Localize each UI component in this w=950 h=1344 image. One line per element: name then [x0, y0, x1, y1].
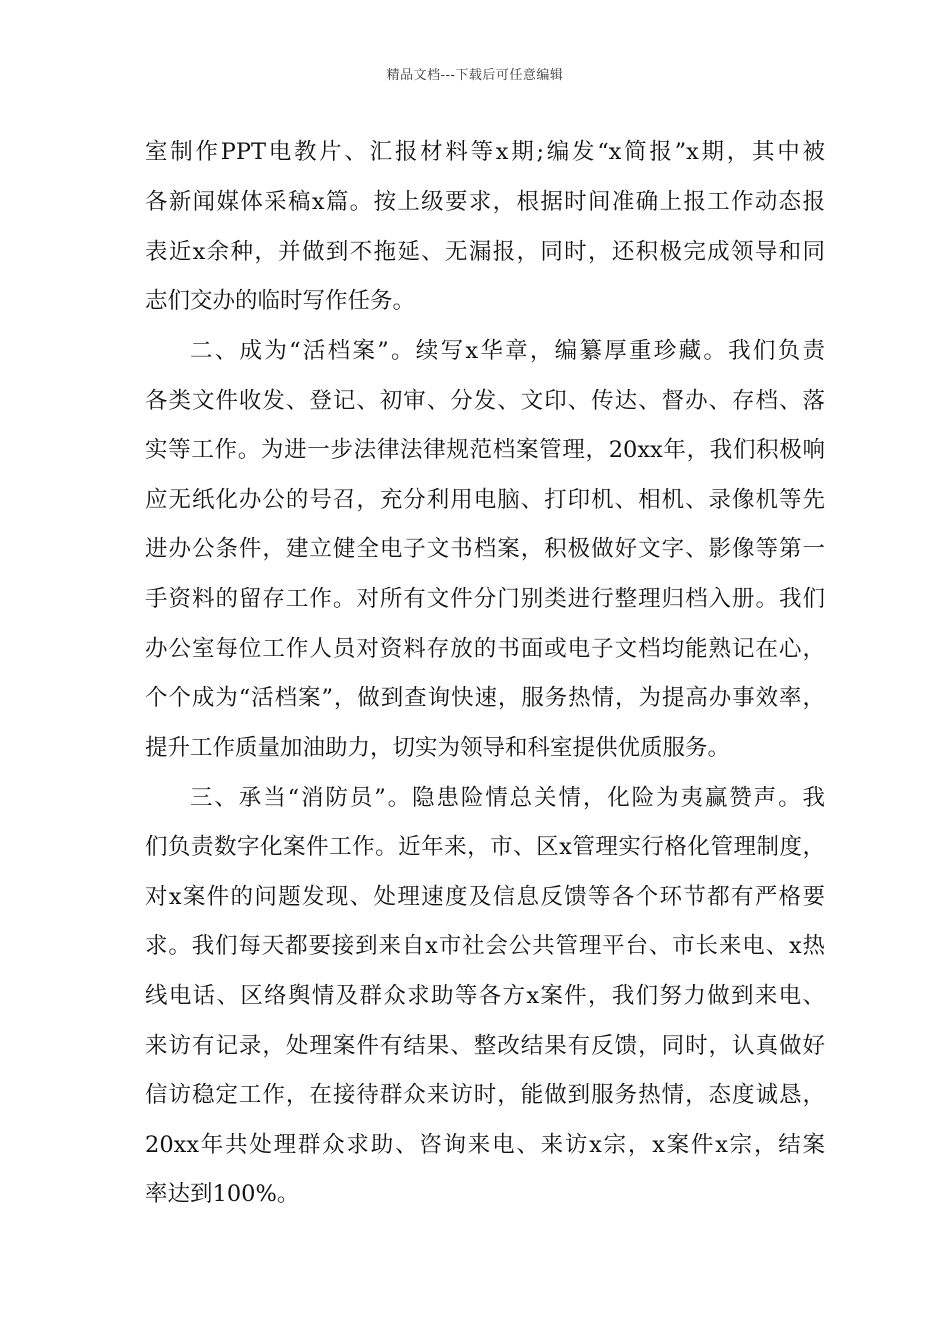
text-line: 手资料的留存工作。对所有文件分门别类进行整理归档入册。我们 [145, 586, 825, 612]
text-line: 对x案件的问题发现、处理速度及信息反馈等各个环节都有严格要 [145, 884, 825, 910]
paragraph-start-line: 三、承当“消防员”。隐患险情总关情，化险为夷赢赞声。我 [190, 785, 825, 811]
text-line: 20xx年共处理群众求助、咨询来电、来访x宗，x案件x宗，结案 [145, 1132, 825, 1158]
text-line: 求。我们每天都要接到来自x市社会公共管理平台、市长来电、x热 [145, 933, 825, 959]
text-line: 们负责数字化案件工作。近年来，市、区x管理实行格化管理制度， [145, 834, 825, 860]
text-line: 线电话、区络舆情及群众求助等各方x案件，我们努力做到来电、 [145, 983, 825, 1009]
text-line: 表近x余种，并做到不拖延、无漏报，同时，还积极完成领导和同 [145, 239, 825, 265]
text-line: 率达到100%。 [145, 1181, 300, 1207]
text-line: 各类文件收发、登记、初审、分发、文印、传达、督办、存档、落 [145, 388, 825, 414]
text-line: 室制作PPT电教片、汇报材料等x期;编发“x简报”x期，其中被 [145, 139, 825, 165]
text-line: 实等工作。为进一步法律法律规范档案管理，20xx年，我们积极响 [145, 437, 825, 463]
text-line: 办公室每位工作人员对资料存放的书面或电子文档均能熟记在心， [145, 636, 825, 662]
paragraph-start-line: 二、成为“活档案”。续写x华章，编纂厚重珍藏。我们负责 [190, 338, 825, 364]
text-line: 信访稳定工作，在接待群众来访时，能做到服务热情，态度诚恳， [145, 1082, 825, 1108]
text-line: 个个成为“活档案”，做到查询快速，服务热情，为提高办事效率， [145, 685, 825, 711]
text-line: 志们交办的临时写作任务。 [145, 288, 416, 314]
text-line: 来访有记录，处理案件有结果、整改结果有反馈，同时，认真做好 [145, 1033, 825, 1059]
text-line: 进办公条件，建立健全电子文书档案，积极做好文字、影像等第一 [145, 536, 825, 562]
text-line: 提升工作质量加油助力，切实为领导和科室提供优质服务。 [145, 735, 731, 761]
page-header: 精品文档---下载后可任意编辑 [386, 68, 564, 83]
text-line: 应无纸化办公的号召，充分利用电脑、打印机、相机、录像机等先 [145, 487, 825, 513]
text-line: 各新闻媒体采稿x篇。按上级要求，根据时间准确上报工作动态报 [145, 189, 825, 215]
